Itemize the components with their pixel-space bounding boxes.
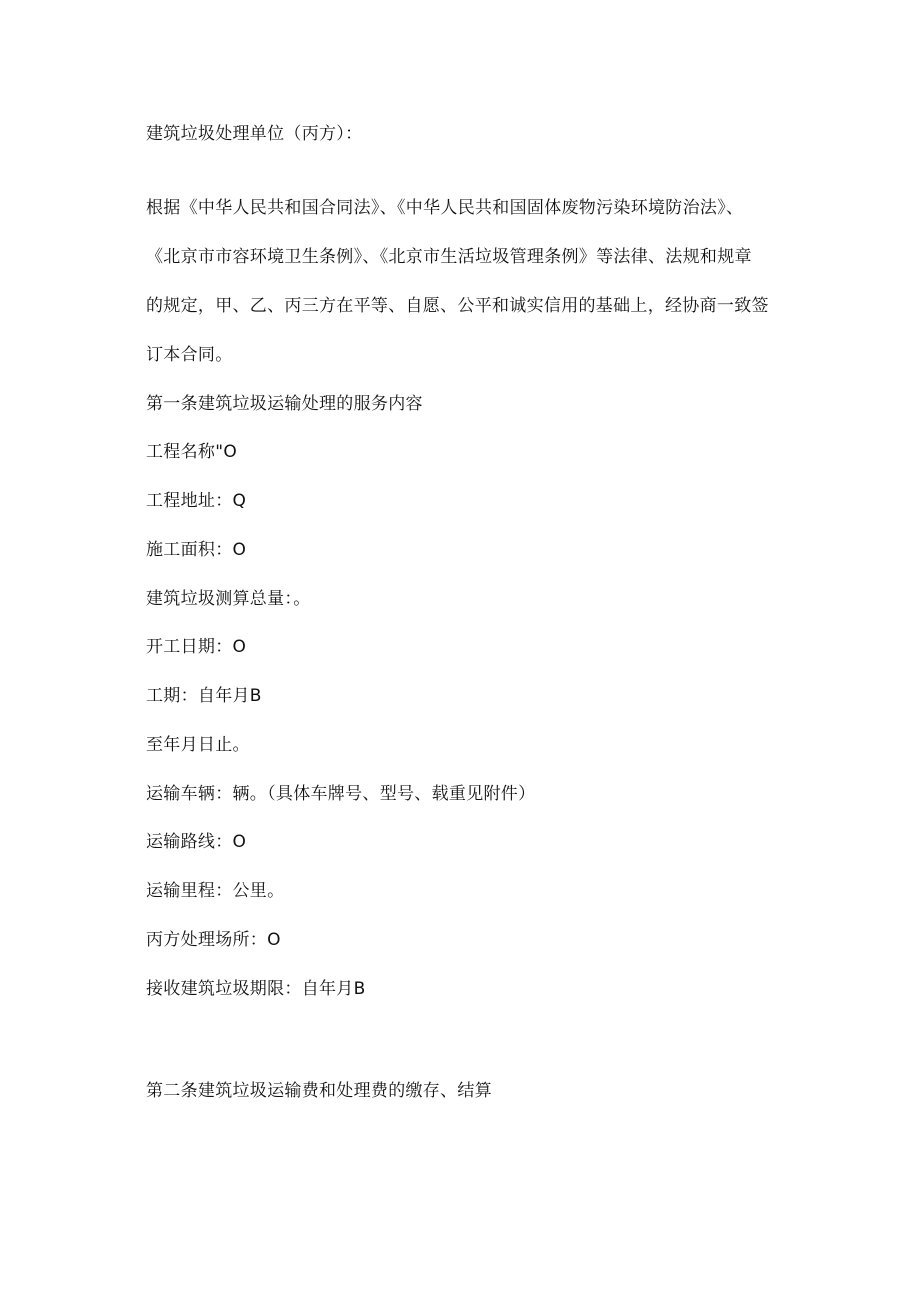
intro-line: 根据《中华人民共和国合同法》、《中华人民共和国固体废物污染环境防治法》、 — [146, 198, 744, 218]
field-waste-total: 建筑垃圾测算总量：。 — [146, 589, 311, 609]
field-distance: 运输里程：公里。 — [146, 881, 285, 901]
field-project-name: 工程名称"O — [146, 442, 237, 462]
field-route: 运输路线：O — [146, 832, 247, 852]
field-vehicles: 运输车辆：辆。（具体车牌号、型号、载重见附件） — [146, 784, 536, 804]
field-construction-area: 施工面积：O — [146, 540, 247, 560]
intro-line: 订本合同。 — [146, 345, 233, 365]
intro-line: 《北京市市容环境卫生条例》、《北京市生活垃圾管理条例》等法律、法规和规章 — [146, 247, 752, 267]
field-start-date: 开工日期：O — [146, 637, 247, 657]
intro-paragraph — [146, 184, 769, 380]
party-c-label: 建筑垃圾处理单位（丙方）： — [146, 124, 363, 144]
article-2-title: 第二条建筑垃圾运输费和处理费的缴存、结算 — [146, 1081, 492, 1101]
field-duration-end: 至年月日止。 — [146, 735, 250, 755]
field-duration: 工期：自年月B — [146, 686, 262, 706]
article-1-title: 第一条建筑垃圾运输处理的服务内容 — [146, 394, 423, 414]
intro-line: 的规定，甲、乙、丙三方在平等、自愿、公平和诚实信用的基础上，经协商一致签 — [146, 296, 769, 316]
field-disposal-site: 丙方处理场所：O — [146, 930, 281, 950]
field-project-address: 工程地址：Q — [146, 491, 247, 511]
field-acceptance-period: 接收建筑垃圾期限：自年月B — [146, 979, 366, 999]
